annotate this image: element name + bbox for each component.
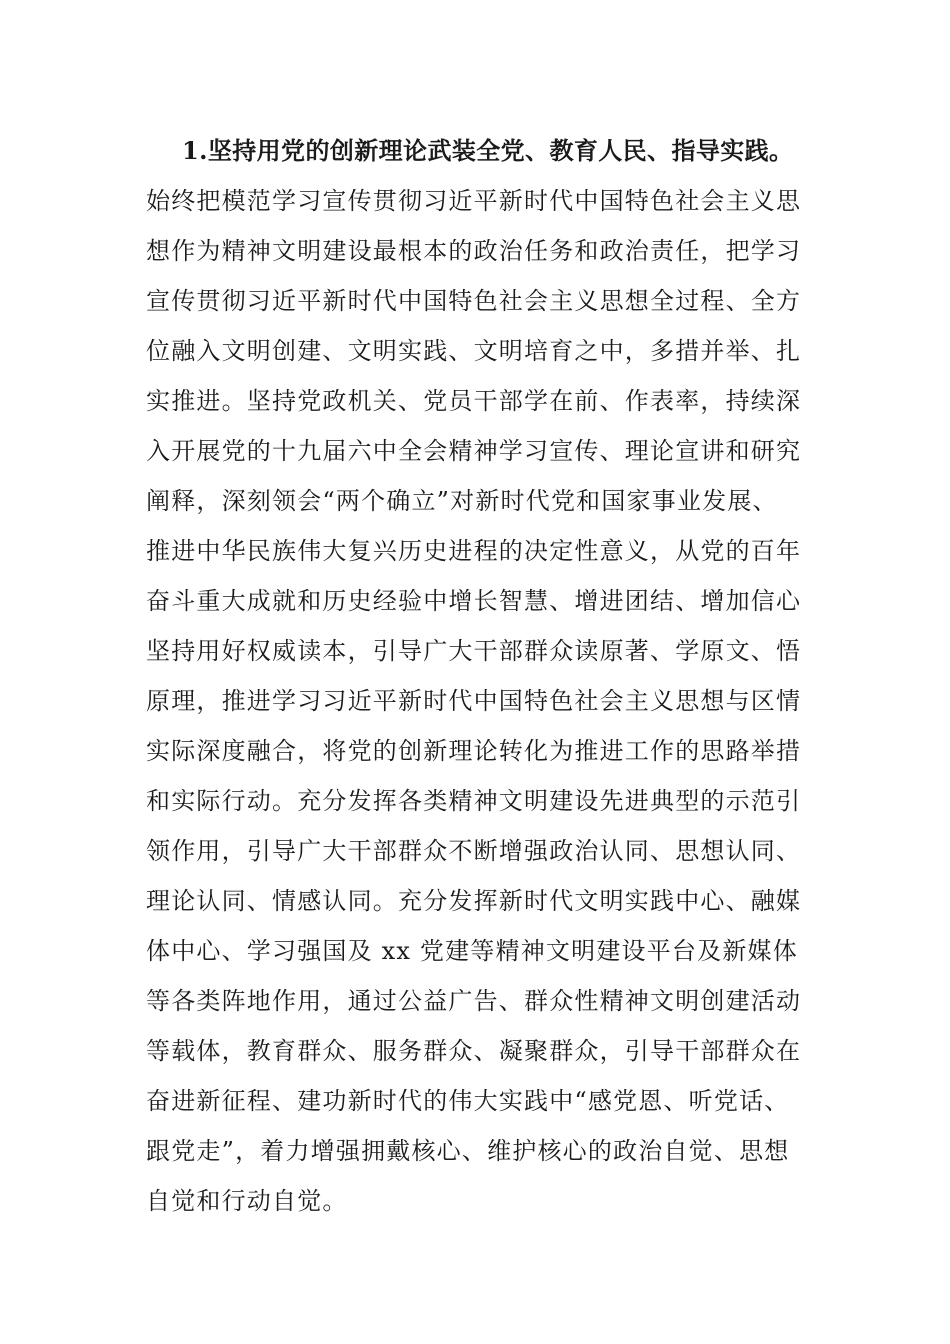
paragraph-line: 等各类阵地作用，通过公益广告、群众性精神文明创建活动 bbox=[146, 987, 802, 1015]
paragraph-line: 阐释，深刻领会“两个确立”对新时代党和国家事业发展、 bbox=[146, 487, 778, 515]
paragraph-line: 体中心、学习强国及 xx 党建等精神文明建设平台及新媒体 bbox=[146, 937, 798, 965]
paragraph-line: 等载体，教育群众、服务群众、凝聚群众，引导干部群众在 bbox=[146, 1037, 802, 1065]
paragraph-line: 领作用，引导广大干部群众不断增强政治认同、思想认同、 bbox=[146, 837, 802, 865]
document-body bbox=[146, 126, 826, 1226]
paragraph-line: 原理，推进学习习近平新时代中国特色社会主义思想与区情 bbox=[146, 687, 802, 715]
paragraph-line: 跟党走”，着力增强拥戴核心、维护核心的政治自觉、思想 bbox=[146, 1137, 790, 1165]
paragraph-line: 入开展党的十九届六中全会精神学习宣传、理论宣讲和研究 bbox=[146, 437, 802, 465]
paragraph-line: 自觉和行动自觉。 bbox=[146, 1187, 348, 1215]
paragraph-line: 想作为精神文明建设最根本的政治任务和政治责任，把学习 bbox=[146, 237, 802, 265]
paragraph-line: 坚持用好权威读本，引导广大干部群众读原著、学原文、悟 bbox=[146, 637, 802, 665]
paragraph-line: 奋斗重大成就和历史经验中增长智慧、增进团结、增加信心 bbox=[146, 587, 802, 615]
paragraph-line: 实推进。坚持党政机关、党员干部学在前、作表率，持续深 bbox=[146, 387, 802, 415]
paragraph-line: 实际深度融合，将党的创新理论转化为推进工作的思路举措 bbox=[146, 737, 802, 765]
paragraph-line: 始终把模范学习宣传贯彻习近平新时代中国特色社会主义思 bbox=[146, 187, 802, 215]
paragraph-line: 奋进新征程、建功新时代的伟大实践中“感党恩、听党话、 bbox=[146, 1087, 790, 1115]
paragraph-line: 理论认同、情感认同。充分发挥新时代文明实践中心、融媒 bbox=[146, 887, 802, 915]
section-heading: 1.坚持用党的创新理论武装全党、教育人民、指导实践。 bbox=[182, 136, 794, 165]
paragraph-line: 位融入文明创建、文明实践、文明培育之中，多措并举、扎 bbox=[146, 337, 802, 365]
paragraph-line: 宣传贯彻习近平新时代中国特色社会主义思想全过程、全方 bbox=[146, 287, 802, 315]
paragraph-line: 和实际行动。充分发挥各类精神文明建设先进典型的示范引 bbox=[146, 787, 802, 815]
paragraph-line: 推进中华民族伟大复兴历史进程的决定性意义，从党的百年 bbox=[146, 537, 802, 565]
